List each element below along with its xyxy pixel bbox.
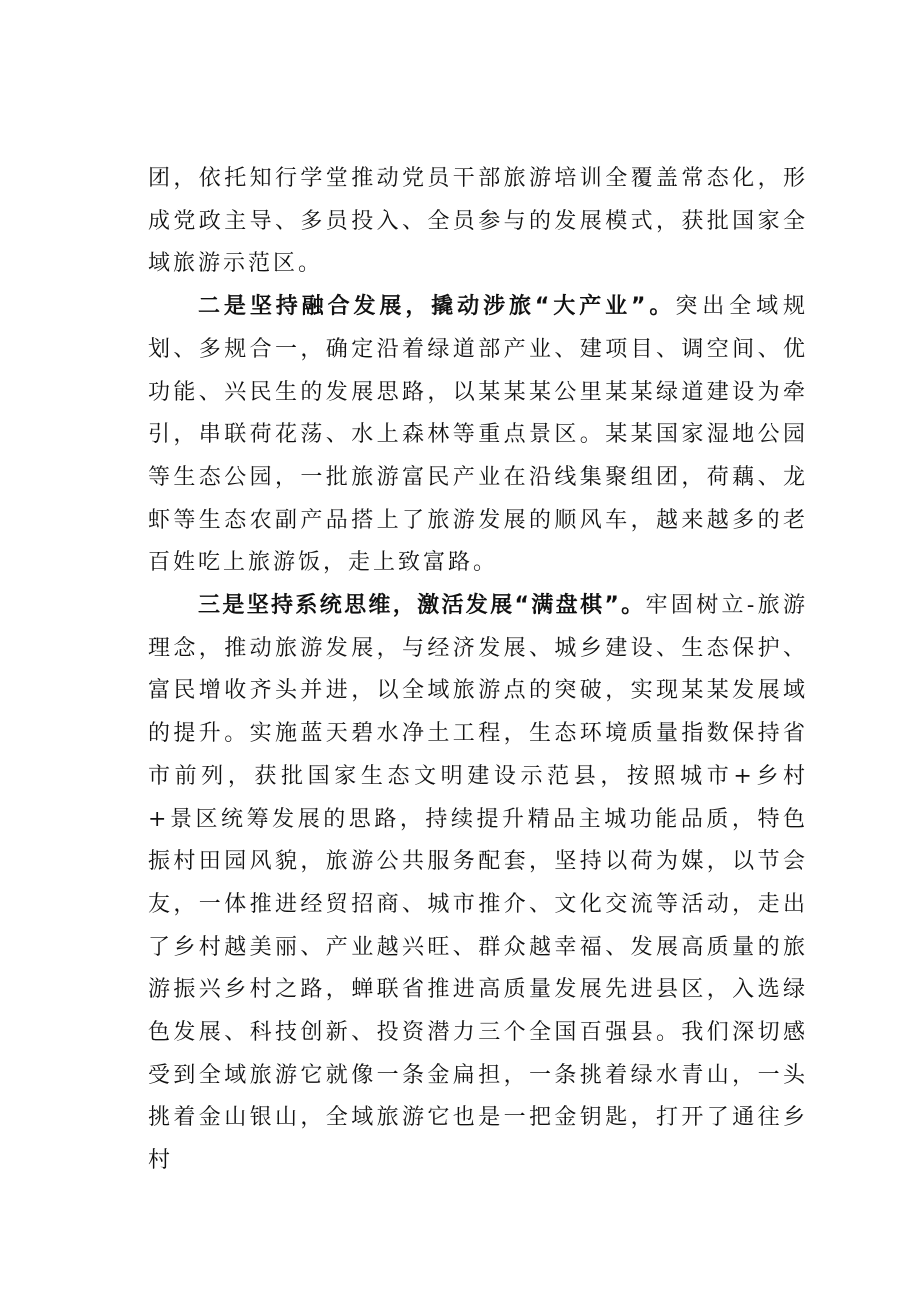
paragraph-2-text: 突出全域规划、多规合一，确定沿着绿道部产业、建项目、调空间、优功能、兴民生的发展思路，以某某某公里某某绿道建设为牵引，串联荷花荡、水上森林等重点景区。某某国家湿地公园等生态公园，一批旅游富民产业在沿线集聚组团，荷藕、龙虾等生态农副产品搭上了旅游发展的顺风车，越来越多的老百姓吃上旅游饭，走上致富路。 [148,294,808,576]
paragraph-3 [148,585,808,1183]
paragraph-1-text: 团，依托知行学堂推动党员干部旅游培训全覆盖常态化，形成党政主导、多员投入、全员参与的发展模式，获批国家全域旅游示范区。 [148,166,808,277]
paragraph-2 [148,286,808,585]
paragraph-3-text: 牢固树立-旅游理念，推动旅游发展，与经济发展、城乡建设、生态保护、富民增收齐头并进，以全域旅游点的突破，实现某某发展域的提升。实施蓝天碧水净土工程，生态环境质量指数保持省市前列，获批国家生态文明建设示范县，按照城市+乡村+景区统筹发展的思路，持续提升精品主城功能品质，特色振村田园风貌，旅游公共服务配套，坚持以荷为媒，以节会友，一体推进经贸招商、城市推介、文化交流等活动，走出了乡村越美丽、产业越兴旺、群众越幸福、发展高质量的旅游振兴乡村之路，蝉联省推进高质量发展先进县区，入选绿色发展、科技创新、投资潜力三个全国百强县。我们深切感受到全域旅游它就像一条金扁担，一条挑着绿水青山，一头挑着金山银山，全域旅游它也是一把金钥匙，打开了通往乡村 [148,593,809,1174]
paragraph-3-heading: 三是坚持系统思维，激活发展“满盘棋”。 [198,593,646,619]
document-body [148,158,808,1183]
paragraph-1 [148,158,808,286]
paragraph-2-heading: 二是坚持融合发展，撬动涉旅“大产业”。 [198,294,676,320]
